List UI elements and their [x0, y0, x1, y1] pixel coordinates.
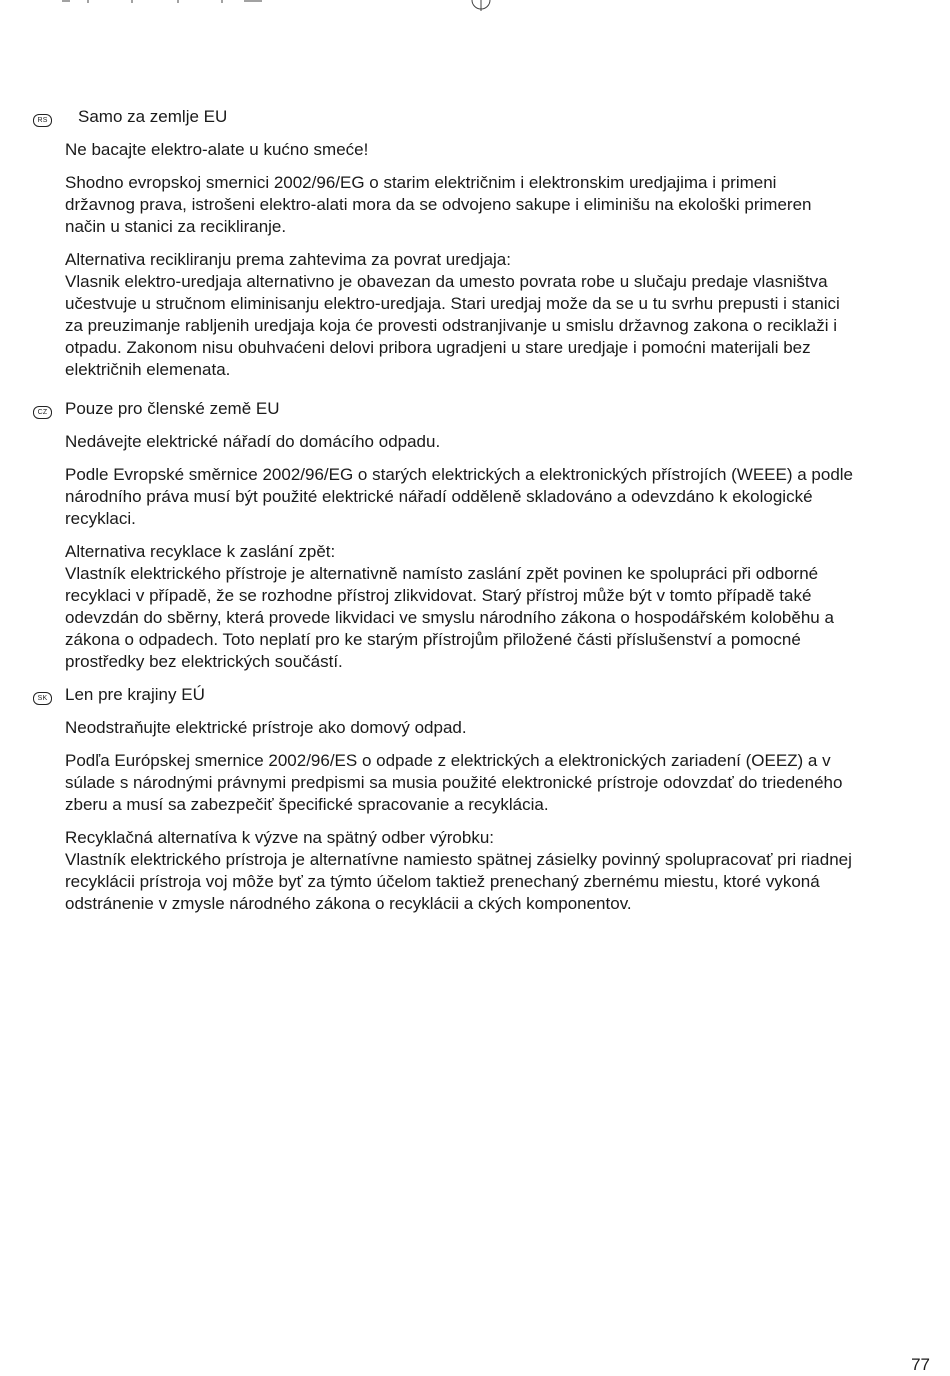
alternative-paragraph: Alternativa recikliranju prema zahtevima za povrat uredjaja: Vlasnik elektro-uredjaja alternativno je obavezan da umesto povrata robe u slučaju predaje vlasništva učestvuje u stručnom eliminisanju elektro-uredjaja. Stari uredjaj može da se u tu svrhu prepusti i stanici za preuzimanje rabljenih uredjaja koja će provesti odstranjivanje u smislu državnog zakona o reciklaži i otpadu. Zakonom nisu obuhvaćeni delovi pribora ugradjeni u stare uredjaje i pomoćni materijali bez električnih elemenata. [65, 250, 840, 379]
section-heading: Samo za zemlje EU [78, 107, 228, 126]
print-crop-marks [0, 0, 950, 12]
alternative-paragraph: Alternativa recyklace k zaslání zpět: Vlastník elektrického přístroje je alternativně namísto zaslání zpět povinen ke spolupráci při odborné recyklaci v případě, že se rozhodne přístroj zlikvidovat. Starý přístroj může být v tomto případě také odevzdán do sběrny, která provede likvidaci ve smyslu národního zákona o hospodářském koloběhu a zákona o odpadech. Toto neplatí pro ke starým přístrojům přiložené části příslušenství a pomocné prostředky bez elektrických součástí. [65, 542, 834, 671]
country-badge-rs: RS [33, 114, 52, 127]
disposal-warning: Neodstraňujte elektrické prístroje ako domový odpad. [65, 718, 467, 737]
directive-paragraph: Podľa Európskej smernice 2002/96/ES o odpade z elektrických a elektronických zariadení (OEEZ) a v súlade s národnými právnymi predpismi sa musia použité elektronické prístroje odovzdať do triedeného zberu a musí sa zabezpečiť špecifické spracovanie a recyklácia. [65, 751, 843, 814]
page-number: 77 [911, 1355, 930, 1374]
directive-paragraph: Shodno evropskoj smernici 2002/96/EG o starim električnim i elektronskim uredjajima i primeni državnog prava, istrošeni elektro-alati mora da se odvojeno sakupe i eliminišu na ekološki primeren način u stanici za recikliranje. [65, 173, 812, 236]
country-badge-cz: CZ [33, 406, 52, 419]
directive-paragraph: Podle Evropské směrnice 2002/96/EG o starých elektrických a elektronických přístrojích (WEEE) a podle národního práva musí být použité elektrické nářadí odděleně skladováno a odevzdáno k ekologické recyklaci. [65, 465, 854, 528]
country-badge-sk: SK [33, 692, 52, 705]
section-heading: Pouze pro členské země EU [65, 399, 280, 418]
disposal-warning: Nedávejte elektrické nářadí do domácího odpadu. [65, 432, 441, 451]
alternative-paragraph: Recyklačná alternatíva k výzve na spätný odber výrobku: Vlastník elektrického prístroja je alternatívne namiesto spätnej zásielky povinný spolupracovať pri riadnej recyklácii prístroja voj môže byť za týmto účelom taktiež prenechaný zbernému miestu, ktoré vykoná odstránenie v zmysle národného zákona o recyklácii a ckých komponentov. [65, 828, 852, 913]
section-heading: Len pre krajiny EÚ [65, 685, 205, 704]
disposal-warning: Ne bacajte elektro-alate u kućno smeće! [65, 140, 369, 159]
